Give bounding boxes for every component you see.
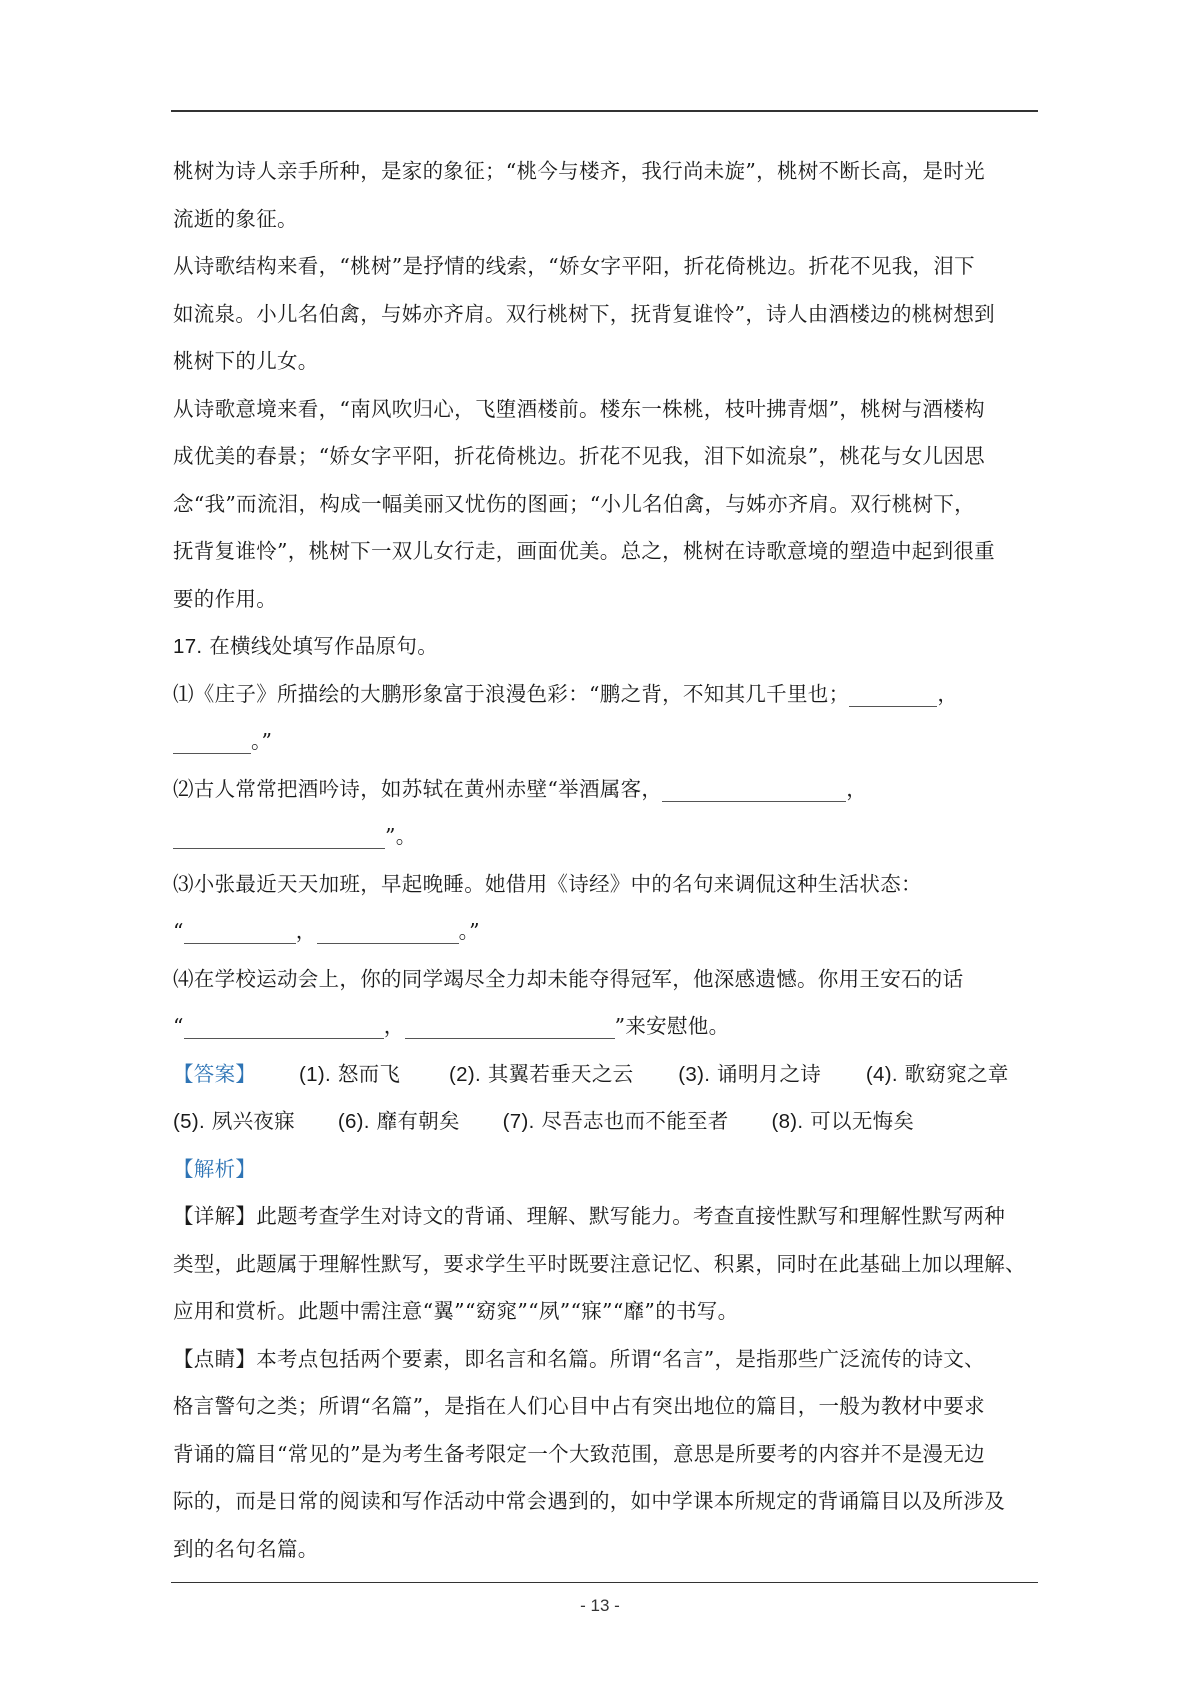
answer-item: (8). 可以无悔矣: [771, 1109, 915, 1133]
analysis-label: 【解析】: [173, 1156, 257, 1181]
page-content: [173, 148, 1039, 1573]
question-3-cont: [173, 908, 1039, 956]
text-line: 成优美的春景；“娇女字平阳，折花倚桃边。折花不见我，泪下如流泉”，桃花与女儿因思: [173, 444, 985, 468]
q2-sep: ，: [846, 776, 867, 801]
answer-item: (2). 其翼若垂天之云: [449, 1061, 634, 1086]
q3-text: ⑶小张最近天天加班，早起晚睡。她借用《诗经》中的名句来调侃这种生活状态：: [173, 871, 922, 896]
answer-blank: [173, 824, 385, 849]
q2-text: ⑵古人常常把酒吟诗，如苏轼在黄州赤壁“举酒属客，: [173, 776, 663, 801]
text-line: 背诵的篇目“常见的”是为考生备考限定一个大致范围，意思是所要考的内容并不是漫无边: [173, 1441, 985, 1466]
text-line: 从诗歌结构来看，“桃树”是抒情的线索，“娇女字平阳，折花倚桃边。折花不见我，泪下: [173, 254, 975, 278]
text-line: 桃树为诗人亲手所种，是家的象征；“桃今与楼齐，我行尚未旋”，桃树不断长高，是时光: [173, 159, 985, 183]
question-4: [173, 956, 1039, 1004]
question-2-cont: [173, 813, 1039, 861]
answer-item: (7). 尽吾志也而不能至者: [502, 1109, 729, 1133]
answer-item: (5). 夙兴夜寐: [173, 1109, 295, 1133]
answer-blank: [849, 682, 937, 707]
answer-row-2: [173, 1098, 1039, 1146]
q4-open: “: [173, 1014, 184, 1038]
text-line: 抚背复谁怜”，桃树下一双儿女行走，画面优美。总之，桃树在诗歌意境的塑造中起到很重: [173, 539, 995, 563]
answer-item: (3). 诵明月之诗: [678, 1061, 822, 1086]
question-number: 17.: [173, 635, 203, 658]
question-3: [173, 861, 1039, 909]
q1-text: ⑴《庄子》所描绘的大鹏形象富于浪漫色彩：“鹏之背，不知其几千里也；: [173, 681, 850, 706]
text-line: 【点睛】本考点包括两个要素，即名言和名篇。所谓“名言”，是指那些广泛流传的诗文、: [173, 1346, 985, 1371]
q3-end: 。”: [458, 919, 480, 943]
q1-sep: ，: [937, 681, 959, 706]
q1-end: 。”: [251, 729, 273, 753]
text-line: 从诗歌意境来看，“南风吹归心，飞堕酒楼前。楼东一株桃，枝叶拂青烟”，桃树与酒楼构: [173, 396, 985, 421]
q4-text: ⑷在学校运动会上，你的同学竭尽全力却未能夺得冠军，他深感遗憾。你用王安石的话: [173, 966, 964, 991]
answer-label: 【答案】: [173, 1061, 257, 1086]
answer-blank: [184, 919, 296, 944]
answer-blank: [173, 729, 251, 754]
answer-blank: [184, 1014, 384, 1039]
question-header: [173, 623, 1039, 671]
question-2: [173, 766, 1039, 814]
answer-item: (4). 歌窈窕之章: [865, 1061, 1009, 1086]
page-number: - 13 -: [580, 1596, 620, 1615]
header-rule: [171, 110, 1038, 112]
text-line: 格言警句之类；所谓“名篇”，是指在人们心目中占有突出地位的篇目，一般为教材中要求: [173, 1394, 985, 1418]
q4-sep: ，: [383, 1014, 405, 1038]
text-line: 桃树下的儿女。: [173, 349, 319, 373]
text-line: 到的名句名篇。: [173, 1536, 319, 1561]
footer-rule: [171, 1582, 1038, 1583]
text-line: 流逝的象征。: [173, 206, 298, 231]
answer-item: (6). 靡有朝矣: [337, 1109, 460, 1133]
answer-blank: [317, 919, 459, 944]
analysis-label-line: [173, 1146, 1039, 1194]
text-line: 类型，此题属于理解性默写，要求学生平时既要注意记忆、积累，同时在此基础上加以理解、: [173, 1251, 1026, 1276]
answer-item: (1). 怒而飞: [299, 1061, 401, 1086]
text-line: 如流泉。小儿名伯禽，与姊亦齐肩。双行桃树下，抚背复谁怜”，诗人由酒楼边的桃树想到: [173, 301, 995, 326]
answer-row-1: [173, 1051, 1039, 1099]
text-line: 际的，而是日常的阅读和写作活动中常会遇到的，如中学课本所规定的背诵篇目以及所涉及: [173, 1489, 1005, 1513]
answer-blank: [405, 1014, 615, 1039]
text-line: 要的作用。: [173, 586, 277, 611]
text-line: 应用和赏析。此题中需注意“翼”“窈窕”“夙”“寐”“靡”的书写。: [173, 1299, 739, 1323]
q3-open: “: [173, 919, 184, 943]
answer-blank: [662, 777, 846, 802]
text-line: 【详解】此题考查学生对诗文的背诵、理解、默写能力。考查直接性默写和理解性默写两种: [173, 1204, 1005, 1228]
q4-end: ”来安慰他。: [614, 1014, 730, 1038]
question-1: [173, 671, 1039, 719]
question-prompt: 在横线处填写作品原句。: [209, 634, 439, 658]
question-4-cont: [173, 1003, 1039, 1051]
q2-end: ”。: [385, 824, 417, 848]
question-1-cont: [173, 718, 1039, 766]
q3-sep: ，: [295, 919, 317, 943]
text-line: 念“我”而流泪，构成一幅美丽又忧伤的图画；“小儿名伯禽，与姊亦齐肩。双行桃树下，: [173, 491, 975, 516]
